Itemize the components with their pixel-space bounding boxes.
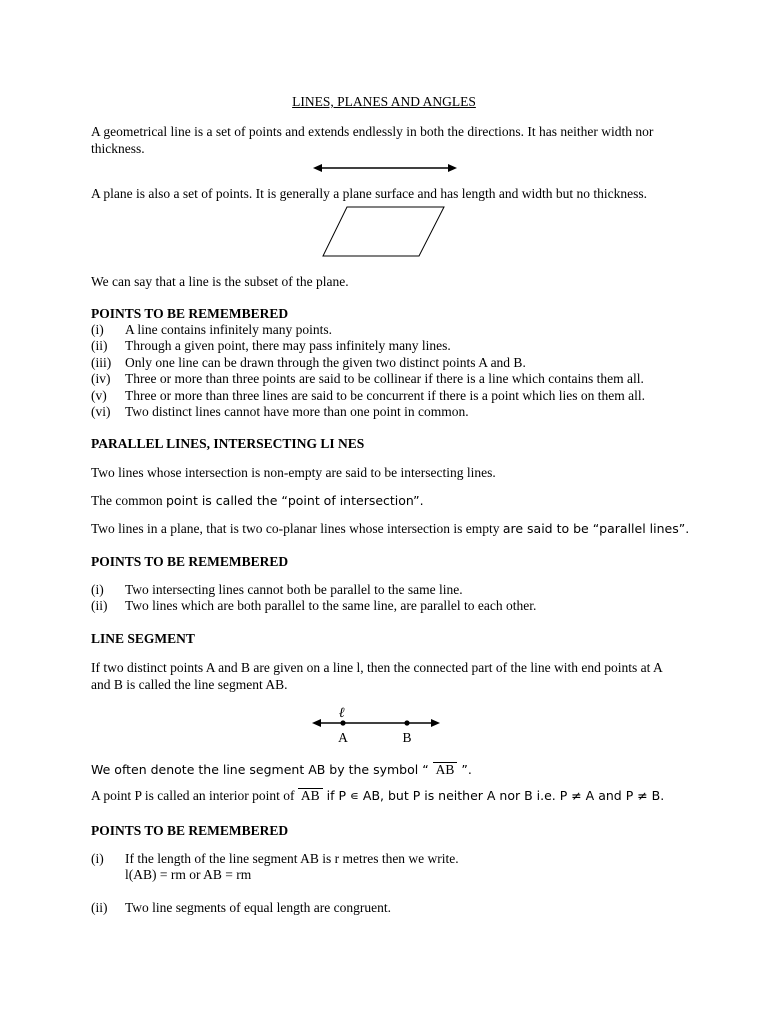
section-heading-parallel: PARALLEL LINES, INTERSECTING LI NES — [91, 436, 365, 451]
point-of-intersection-definition: The common point is called the “point of intersection”. — [91, 493, 424, 508]
list-item: (iv) Three or more than three points are said to be collinear if there is a line which contains them all. — [91, 371, 644, 387]
line-segment-definition: If two distinct points A and B are given on a line l, then the connected part of the line with end points at A and B is called the line segment AB. — [91, 660, 663, 692]
list-item: (i) A line contains infinitely many points. — [91, 322, 332, 337]
list-item: (ii) Two line segments of equal length are congruent. — [91, 900, 391, 915]
section-heading-points-2: POINTS TO BE REMEMBERED — [91, 554, 289, 569]
length-notation: l(AB) = rm or AB = rm — [125, 867, 252, 883]
list-points-3 — [91, 851, 459, 884]
point-b-label: B — [402, 730, 412, 745]
plane-definition: A plane is also a set of points. It is generally a plane surface and has length and width but no thickness. — [91, 186, 647, 201]
list-points-1 — [91, 322, 645, 420]
line-definition: A geometrical line is a set of points and extends endlessly in both the directions. It has neither width nor thickness. — [91, 124, 654, 156]
list-item: (v) Three or more than three lines are said to be concurrent if there is a point which lies on them all. — [91, 387, 645, 403]
subset-statement: We can say that a line is the subset of the plane. — [91, 274, 349, 289]
intersecting-lines-definition: Two lines whose intersection is non-empty are said to be intersecting lines. — [91, 465, 496, 480]
point-a-dot — [340, 720, 345, 725]
section-heading-points-3: POINTS TO BE REMEMBERED — [91, 823, 289, 838]
list-item: (iii) Only one line can be drawn through the given two distinct points A and B. — [91, 354, 526, 370]
interior-point-definition: A point P is called an interior point of AB if P ∊ AB, but P is neither A nor B i.e. P ≠ A and P ≠ B. — [91, 788, 665, 803]
list-item: (ii) Two lines which are both parallel to the same line, are parallel to each other. — [91, 598, 537, 614]
plane-figure — [322, 206, 446, 258]
section-heading-line-segment: LINE SEGMENT — [91, 631, 195, 646]
parallel-lines-definition: Two lines in a plane, that is two co-planar lines whose intersection is empty are said to be “parallel lines”. — [91, 521, 690, 536]
list-item: (i) If the length of the line segment AB is r metres then we write. — [91, 851, 459, 866]
list-item: (ii) Through a given point, there may pass infinitely many lines. — [91, 338, 451, 354]
point-a-label: A — [338, 730, 348, 745]
section-heading-points-1: POINTS TO BE REMEMBERED — [91, 306, 289, 321]
point-b-dot — [404, 720, 409, 725]
line-segment-figure — [312, 702, 440, 746]
line-label: ℓ — [339, 705, 345, 721]
list-item: (vi) Two distinct lines cannot have more than one point in common. — [91, 404, 469, 420]
list-points-2 — [91, 582, 536, 615]
list-item: (i) Two intersecting lines cannot both be parallel to the same line. — [91, 582, 463, 597]
list-points-3b — [91, 900, 391, 916]
line-figure — [313, 161, 457, 175]
page-title: LINES, PLANES AND ANGLES — [292, 94, 476, 109]
segment-symbol-statement: We often denote the line segment AB by the symbol “ AB ”. — [91, 762, 472, 777]
